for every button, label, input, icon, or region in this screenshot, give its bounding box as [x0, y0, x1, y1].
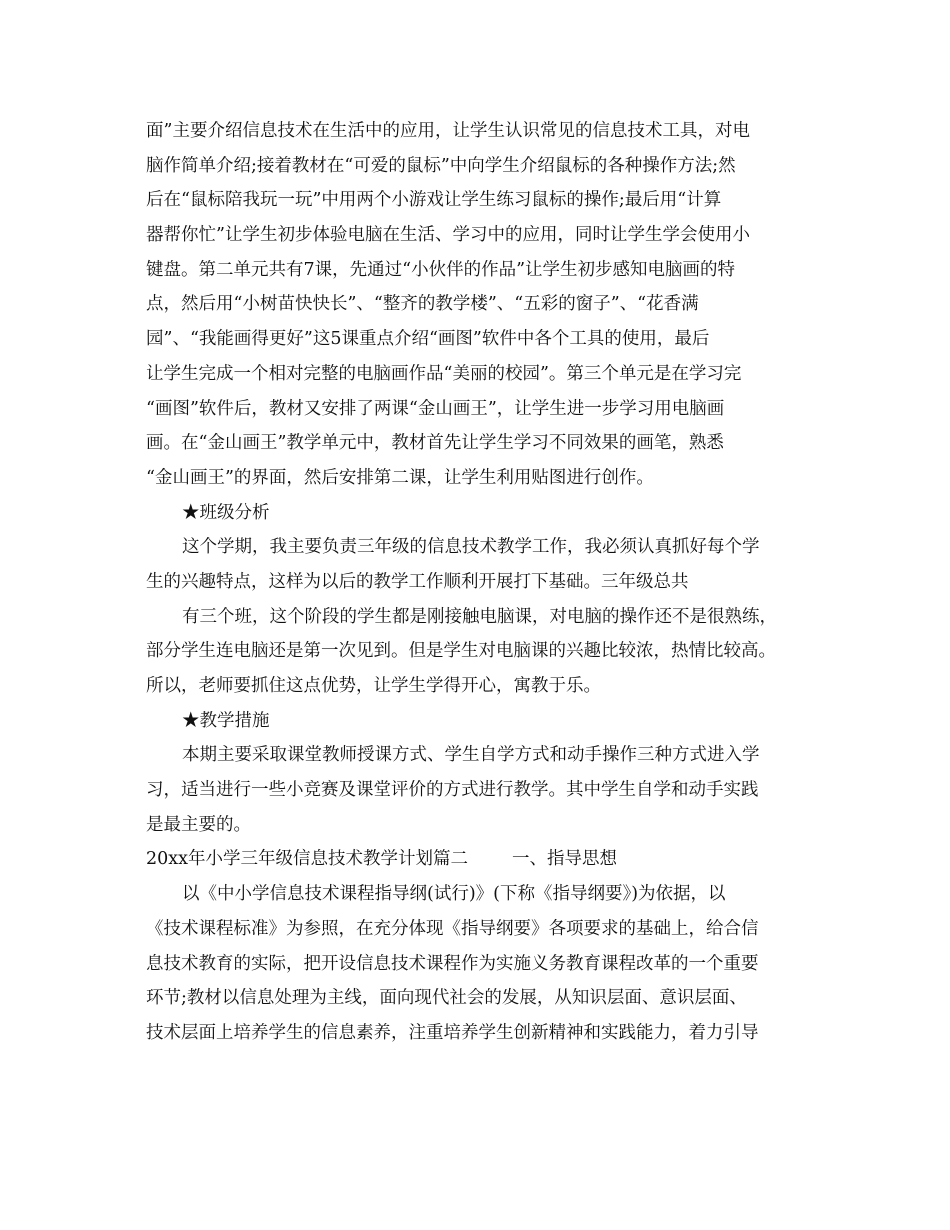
text-line: 点，然后用“小树苗快快长”、“整齐的教学楼”、“五彩的窗子”、“花香满	[146, 294, 699, 315]
document-body	[146, 114, 836, 1051]
text-line: 息技术教育的实际，把开设信息技术课程作为实施义务教育课程改革的一个重要	[146, 953, 759, 974]
section-title: 20xx年小学三年级信息技术教学计划篇二	[146, 849, 469, 870]
text-line: 是最主要的。	[146, 814, 251, 835]
text-line: 有三个班，这个阶段的学生都是刚接触电脑课，对电脑的操作还不是很熟练，	[182, 606, 777, 627]
text-line: 器帮你忙”让学生初步体验电脑在生活、学习中的应用，同时让学生学会使用小	[146, 225, 750, 246]
text-line: “金山画王”的界面，然后安排第二课，让学生利用贴图进行创作。	[146, 467, 654, 488]
text-line: 以《中小学信息技术课程指导纲(试行)》(下称《指导纲要》)为依据，以	[182, 884, 726, 905]
text-line: 画。在“金山画王”教学单元中，教材首先让学生学习不同效果的画笔，熟悉	[146, 433, 724, 454]
heading-teaching-measures: ★教学措施	[182, 710, 270, 731]
text-line: 面”主要介绍信息技术在生活中的应用，让学生认识常见的信息技术工具，对电	[146, 121, 750, 141]
text-line: 让学生完成一个相对完整的电脑画作品“美丽的校园”。第三个单元是在学习完	[146, 363, 742, 384]
text-line: 园”、“我能画得更好”这5课重点介绍“画图”软件中各个工具的使用，最后	[146, 329, 710, 350]
text-line: 所以，老师要抓住这点优势，让学生学得开心，寓教于乐。	[146, 676, 601, 696]
text-line: 后在“鼠标陪我玩一玩”中用两个小游戏让学生练习鼠标的操作;最后用“计算	[146, 190, 722, 211]
text-line: 生的兴趣特点，这样为以后的教学工作顺利开展打下基础。三年级总共	[146, 571, 689, 592]
text-line: 本期主要采取课堂教师授课方式、学生自学方式和动手操作三种方式进入学	[182, 745, 760, 766]
text-line: 部分学生连电脑还是第一次见到。但是学生对电脑课的兴趣比较浓，热情比较高。	[146, 641, 776, 662]
text-line: 这个学期，我主要负责三年级的信息技术教学工作，我必须认真抓好每个学	[182, 537, 760, 558]
text-line: 环节;教材以信息处理为主线，面向现代社会的发展，从知识层面、意识层面、	[146, 988, 747, 1009]
text-line: 键盘。第二单元共有7课，先通过“小伙伴的作品”让学生初步感知电脑画的特	[146, 259, 736, 280]
section-subtitle: 一、指导思想	[512, 849, 618, 870]
section-title-line	[146, 842, 836, 877]
text-line: 脑作简单介绍;接着教材在“可爱的鼠标”中向学生介绍鼠标的各种操作方法;然	[146, 155, 736, 176]
heading-class-analysis: ★班级分析	[182, 502, 270, 523]
text-line: 《技术课程标准》为参照，在充分体现《指导纲要》各项要求的基础上，给合信	[146, 918, 759, 939]
text-line: 习，适当进行一些小竞赛及课堂评价的方式进行教学。其中学生自学和动手实践	[146, 780, 759, 801]
text-line: “画图”软件后，教材又安排了两课“金山画王”，让学生进一步学习用电脑画	[146, 398, 725, 419]
text-line: 技术层面上培养学生的信息素养，注重培养学生创新精神和实践能力，着力引导	[146, 1022, 759, 1043]
